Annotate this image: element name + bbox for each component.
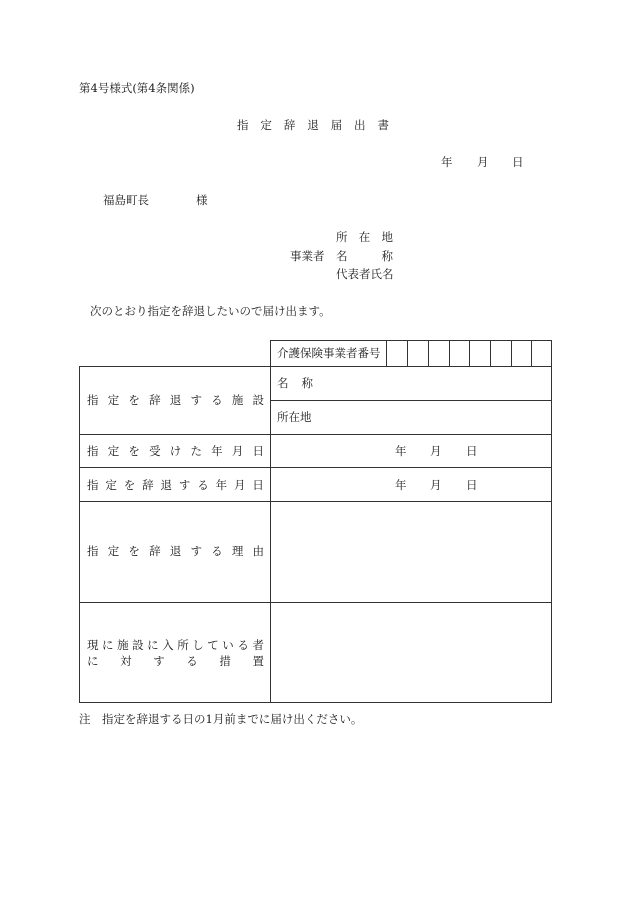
label-char: 日 [252,444,264,458]
label-char: 退 [160,478,172,492]
table-rule [79,366,80,702]
label-char: 由 [252,544,264,558]
label-char: る [197,478,209,492]
label-char: 所 [177,638,189,652]
label-char: す [190,393,202,407]
measures-field[interactable] [271,603,551,702]
document-title [237,120,389,132]
title-char: 指 [237,118,249,132]
label-char: 者 [252,638,264,652]
resign-date-label [87,480,264,492]
received-month: 月 [430,444,442,458]
label-char: 退 [169,393,182,407]
reason-label [87,546,264,558]
received-date-field[interactable] [271,435,551,467]
label-char: を [128,393,140,407]
name-label [336,251,393,263]
insurer-number-box[interactable] [429,341,449,366]
label-char: を [128,544,140,558]
insurer-number-label: 介護保険事業者番号 [277,346,381,360]
date-month-label: 月 [477,155,489,169]
addressee-honorific: 様 [196,193,208,207]
title-char: 定 [260,118,272,132]
label-char: を [123,478,136,492]
facility-name-label [277,378,313,390]
label-char: 対 [120,654,132,668]
label-char: 指 [87,478,99,492]
label-char: 辞 [149,393,161,407]
received-year: 年 [395,444,407,458]
insurer-number-box[interactable] [512,341,531,366]
label-char: 定 [107,444,120,458]
label-char: 施 [231,393,244,407]
insurer-number-box[interactable] [450,341,469,366]
label-char: 月 [231,444,244,458]
date-day-label: 日 [512,155,524,169]
measures-label-line1 [87,640,264,652]
label-char: 所 [336,230,348,244]
form-number: 第4号様式(第4条関係) [79,81,195,95]
label-char: い [222,638,234,652]
address-label [336,232,393,244]
label-char: 指 [87,444,99,458]
label-char: 置 [252,654,264,668]
label-char: る [237,638,249,652]
label-char: 日 [252,478,264,492]
resign-day: 日 [466,478,478,492]
measures-label-line2 [87,656,264,668]
business-operator-label: 事業者 [290,249,325,263]
label-char: 辞 [149,544,161,558]
title-char: 書 [377,118,389,132]
title-char: 辞 [283,118,296,132]
label-char: 在 [358,230,371,244]
label-char: け [169,444,182,458]
intro-text: 次のとおり指定を辞退したいので届け出ます。 [90,304,331,318]
table-rule [79,702,552,703]
label-char: た [190,444,202,458]
label-char: 現 [87,638,99,652]
label-char: 設 [132,638,144,652]
label-char: す [153,654,165,668]
label-char: 措 [219,654,231,668]
label-char: に [87,654,99,668]
facility-address-field[interactable] [320,401,551,434]
label-char: 退 [169,544,182,558]
facility-address-label: 所在地 [277,410,312,424]
label-char: す [190,544,202,558]
received-date-label [87,446,264,458]
label-char: す [178,478,191,492]
insurer-number-box[interactable] [491,341,511,366]
label-char: 地 [381,230,393,244]
label-char: 入 [162,638,174,652]
insurer-number-box[interactable] [408,341,428,366]
representative-label: 代表者氏名 [336,267,394,281]
label-char: 定 [107,544,120,558]
reason-field[interactable] [271,502,551,602]
label-char: 定 [107,393,120,407]
insurer-number-box[interactable] [387,341,407,366]
title-char: 届 [330,118,343,132]
label-char: に [147,638,159,652]
label-char: 理 [231,544,244,558]
label-char: 施 [117,638,129,652]
label-char: 年 [215,478,228,492]
resign-year: 年 [395,478,407,492]
label-char: 名 [336,249,348,263]
label-char: 年 [211,444,223,458]
label-char: 月 [234,478,246,492]
addressee-name: 福島町長 [103,193,149,207]
label-char: 指 [87,393,99,407]
label-char: る [211,544,223,558]
label-char: 設 [252,393,264,407]
label-char: を [128,444,140,458]
insurer-number-box[interactable] [532,341,551,366]
label-char: 称 [301,376,313,390]
facility-label [87,395,264,407]
title-char: 退 [307,118,319,132]
label-char: て [207,638,219,652]
table-rule [551,340,552,702]
date-year-label: 年 [441,155,453,169]
label-char: し [192,638,204,652]
facility-name-field[interactable] [320,367,551,400]
label-char: に [102,638,114,652]
label-char: 指 [87,544,99,558]
label-char: 受 [149,444,161,458]
label-char: 辞 [142,478,154,492]
label-char: る [186,654,198,668]
title-char: 出 [354,118,366,132]
resign-month: 月 [430,478,442,492]
footnote: 注 指定を辞退する日の1月前までに届け出ください。 [79,712,363,726]
label-char: 称 [381,249,393,263]
label-char: る [211,393,223,407]
label-char: 名 [277,376,289,390]
resign-date-field[interactable] [271,468,551,501]
received-day: 日 [466,444,478,458]
insurer-number-box[interactable] [470,341,490,366]
label-char: 定 [105,478,117,492]
